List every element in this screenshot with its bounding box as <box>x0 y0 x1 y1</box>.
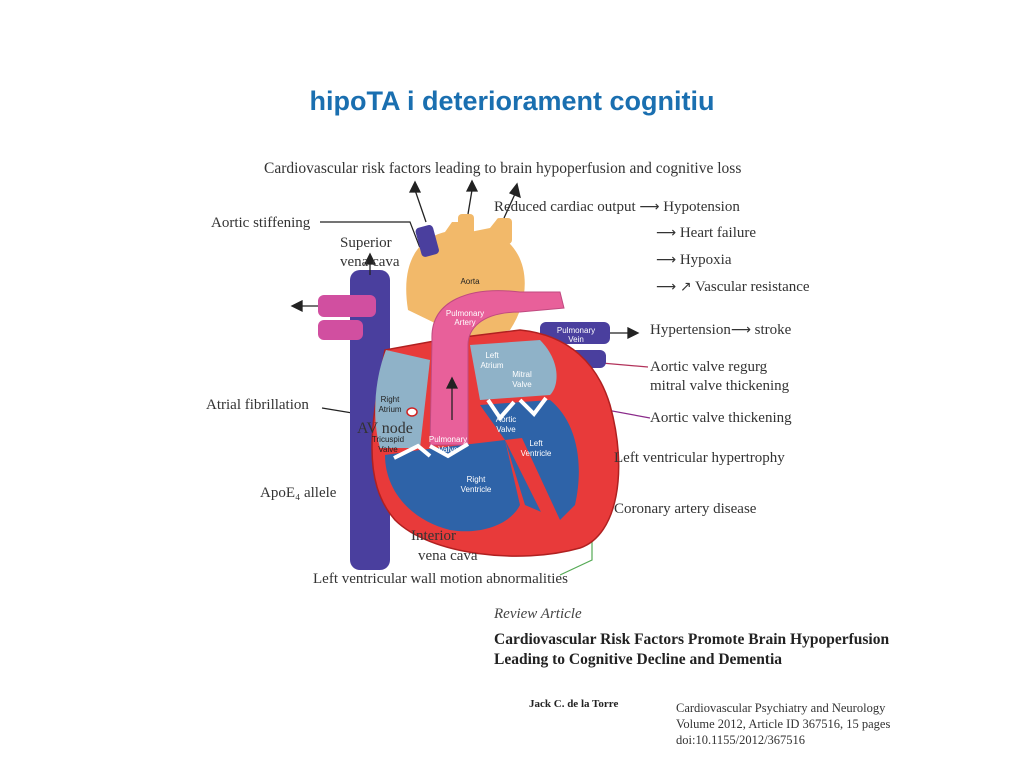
arrow-up-right-icon: ↗ <box>679 279 692 295</box>
label-apoe4: ApoE₄ allele <box>260 485 337 501</box>
anat-mitral-valve-1: Mitral <box>512 370 532 379</box>
article-author: Jack C. de la Torre <box>529 698 619 710</box>
anat-pulmonary-vein-2: Vein <box>568 335 584 344</box>
anat-left-atrium-1: Left <box>485 351 499 360</box>
arrow-right-icon: ⟶ <box>639 199 660 215</box>
label-coronary-artery-disease: Coronary artery disease <box>614 501 757 517</box>
article-title <box>494 630 889 670</box>
journal-info <box>676 700 898 748</box>
left-pulmonary-branch <box>318 295 376 317</box>
label-interior-vena-cava-1: Interior <box>411 528 456 544</box>
label-vascular-resistance: ⟶ ↗ Vascular resistance <box>656 279 810 295</box>
anat-aortic-valve-1: Aortic <box>495 415 517 424</box>
label-superior-vena-cava-2: vena cava <box>340 254 400 270</box>
label-superior-vena-cava-1: Superior <box>340 235 392 251</box>
anat-mitral-valve-2: Valve <box>512 380 532 389</box>
anat-left-atrium-2: Atrium <box>480 361 504 370</box>
label-aortic-valve-thickening: Aortic valve thickening <box>650 410 792 426</box>
label-hypoxia: ⟶ Hypoxia <box>656 252 732 268</box>
anat-right-atrium-1: Right <box>380 395 400 404</box>
anat-aortic-valve-2: Valve <box>496 425 516 434</box>
slide-title: hipoTA i deteriorament cognitiu <box>309 86 715 116</box>
aortic-branch-3 <box>496 218 512 244</box>
anat-tricuspid-valve-1: Tricuspid <box>371 435 405 444</box>
anat-pulmonary-artery-1: Pulmonary <box>445 309 485 318</box>
arrow-right-icon: ⟶ <box>730 322 751 338</box>
label-av-node: AV node <box>357 420 413 437</box>
anat-pulmonary-valve-2: Valve <box>438 445 458 454</box>
anat-right-atrium-2: Atrium <box>378 405 402 414</box>
label-reduced-cardiac-output: Reduced cardiac output ⟶ Hypotension <box>494 199 740 215</box>
label-atrial-fibrillation: Atrial fibrillation <box>206 397 309 413</box>
label-hypertension: Hypertension⟶ stroke <box>650 322 792 338</box>
anat-right-ventricle-1: Right <box>466 475 486 484</box>
aortic-branch-2 <box>458 214 474 240</box>
journal-doi: doi:10.1155/2012/367516 <box>676 733 806 747</box>
anat-aorta: Aorta <box>460 277 480 286</box>
anat-pulmonary-vein-1: Pulmonary <box>556 326 596 335</box>
arrow-right-icon: ⟶ <box>656 279 677 295</box>
arrow-right-icon: ⟶ <box>656 252 677 268</box>
article-title-line-1: Cardiovascular Risk Factors Promote Brain Hypoperfusion <box>494 631 890 648</box>
anat-pulmonary-artery-2: Artery <box>454 318 476 327</box>
label-aortic-valve-regurg: Aortic valve regurg <box>650 359 768 375</box>
journal-volume: Volume 2012, Article ID 367516, 15 pages <box>676 717 891 731</box>
label-interior-vena-cava-2: vena cava <box>418 548 478 564</box>
label-aortic-stiffening: Aortic stiffening <box>211 215 311 231</box>
anat-left-ventricle-1: Left <box>529 439 543 448</box>
anat-tricuspid-valve-2: Valve <box>378 445 398 454</box>
anat-pulmonary-valve-1: Pulmonary <box>428 435 468 444</box>
label-mitral-valve-thickening: mitral valve thickening <box>650 378 790 394</box>
article-type: Review Article <box>494 606 582 622</box>
left-pulmonary-branch-2 <box>318 320 363 340</box>
av-node-marker <box>407 408 417 416</box>
article-title-line-2: Leading to Cognitive Decline and Dementia <box>494 651 783 668</box>
label-lv-wall-motion: Left ventricular wall motion abnormalities <box>313 571 568 587</box>
label-lv-hypertrophy: Left ventricular hypertrophy <box>614 450 785 466</box>
label-heart-failure: ⟶ Heart failure <box>656 225 757 241</box>
arrow-right-icon: ⟶ <box>656 225 677 241</box>
figure-title: Cardiovascular risk factors leading to brain hypoperfusion and cognitive loss <box>264 160 742 177</box>
journal-name: Cardiovascular Psychiatry and Neurology <box>676 701 886 715</box>
anat-right-ventricle-2: Ventricle <box>460 485 492 494</box>
anat-left-ventricle-2: Ventricle <box>520 449 552 458</box>
